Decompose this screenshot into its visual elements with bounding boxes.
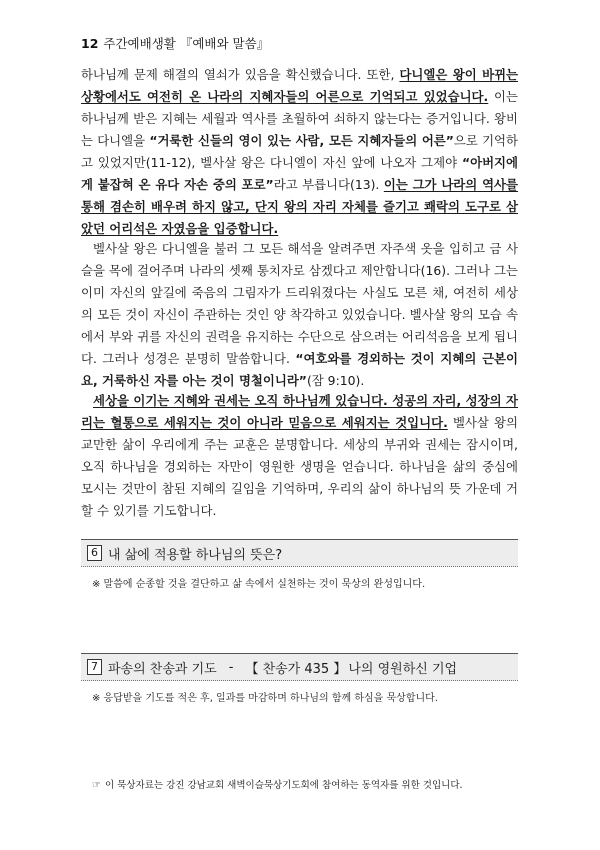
- section-6-header: [81, 539, 518, 567]
- section-title: 내 삶에 적용할 하나님의 뜻은?: [108, 547, 283, 563]
- quote-text: “거룩한 신들의 영이 있는 사람, 모든 지혜자들의 어른”: [149, 133, 454, 148]
- footer-text: 이 묵상자료는 강진 강남교회 새벽이슬묵상기도회에 참여하는 동역자를 위한 것입니다.: [104, 780, 463, 791]
- separator: -: [228, 659, 234, 675]
- text: 벨사살 왕은 다니엘을 불러 그 모든 해석을 알려주면 자주색 옷을 입히고 금 사슬을 목에 걸어주며 나라의 셋째 통치자로 삼겠다고 제안합니다(16). 그러나 그는 이미 자신의 앞길에 죽음의 그림자가 드리워졌다는 사실도 모른 채, 여전히 세상의 모든 것이 자신이 주관하는 것인 양 착각하고 있었습니다. 벨사살 왕의 모습 속에서 부와 귀를 자신의 권력을 유지하는 수단으로 삼으려는 어리석음을 보게 됩니다. 그러나 성경은 분명히 말씀합니다.: [81, 241, 518, 366]
- section-number: 6: [87, 545, 102, 561]
- emphasis-text: 다니엘은 왕이 바뀌는 상황에서도 여전히 온 나라의 지혜자들의 어른으로 기억되고 있었습니다.: [81, 67, 518, 104]
- page-header: [81, 34, 269, 52]
- footer: [92, 777, 463, 791]
- emphasis-text: 세상을 이기는 지혜와 권세는 오직 하나님께 있습니다. 성공의 자리, 성장의 자리는 혈통으로 세워지는 것이 아니라 믿음으로 세워지는 것입니다.: [81, 393, 518, 430]
- pointing-hand-icon: ☞: [92, 780, 101, 791]
- paragraph-1: [81, 64, 518, 240]
- page-number: 12: [81, 36, 99, 51]
- hymn-number: 【 찬송가 435 】: [245, 661, 347, 677]
- paragraph-2: [81, 238, 518, 392]
- section-7-note: ※ 응답받을 기도를 적은 후, 일과를 마감하며 하나님의 함께 하심을 묵상합니다.: [92, 693, 438, 704]
- text: 하나님께 문제 해결의 열쇠가 있음을 확신했습니다. 또한,: [81, 67, 400, 82]
- text: 으로 기억하고 있었지만(11-12), 벨사살 왕은 다니엘이 자신 앞에 나오자 그제야: [81, 133, 518, 170]
- quote-text: “아버지에게 붙잡혀 온 유다 자손 중의 포로”: [81, 155, 518, 192]
- quote-text: “여호와를 경외하는 것이 지혜의 근본이요, 거룩하신 자를 아는 것이 명철이니라”: [81, 351, 518, 388]
- section-number: 7: [87, 659, 102, 675]
- section-6-note: ※ 말씀에 순종할 것을 결단하고 삶 속에서 실천하는 것이 묵상의 완성입니다.: [92, 579, 426, 590]
- section-title: 파송의 찬송과 기도: [108, 661, 217, 677]
- text: 라고 부릅니다(13).: [273, 177, 384, 192]
- emphasis-text: 이는 그가 나라의 역사를 통해 겸손히 배우려 하지 않고, 단지 왕의 자리 자체를 즐기고 쾌락의 도구로 삼았던 어리석은 자였음을 입증합니다.: [81, 177, 518, 236]
- hymn-title: 나의 영원하신 기업: [348, 661, 458, 677]
- text: 벨사살 왕의 교만한 삶이 우리에게 주는 교훈은 분명합니다. 세상의 부귀와 권세는 잠시이며, 오직 하나님을 경외하는 자만이 영원한 생명을 얻습니다. 하나님을 삶의 중심에 모시는 것만이 참된 지혜의 길임을 기억하며, 우리의 삶이 하나님의 뜻 가운데 거할 수 있기를 기도합니다.: [81, 415, 518, 518]
- paragraph-3: [81, 390, 518, 522]
- text: 이는 하나님께 받은 지혜는 세월과 역사를 초월하여 쇠하지 않는다는 증거입니다. 왕비는 다니엘을: [81, 89, 518, 148]
- section-7-header: [81, 653, 518, 681]
- text: (잠 9:10).: [306, 373, 365, 388]
- publication-title: 주간예배생활 『예배와 말씀』: [103, 36, 270, 51]
